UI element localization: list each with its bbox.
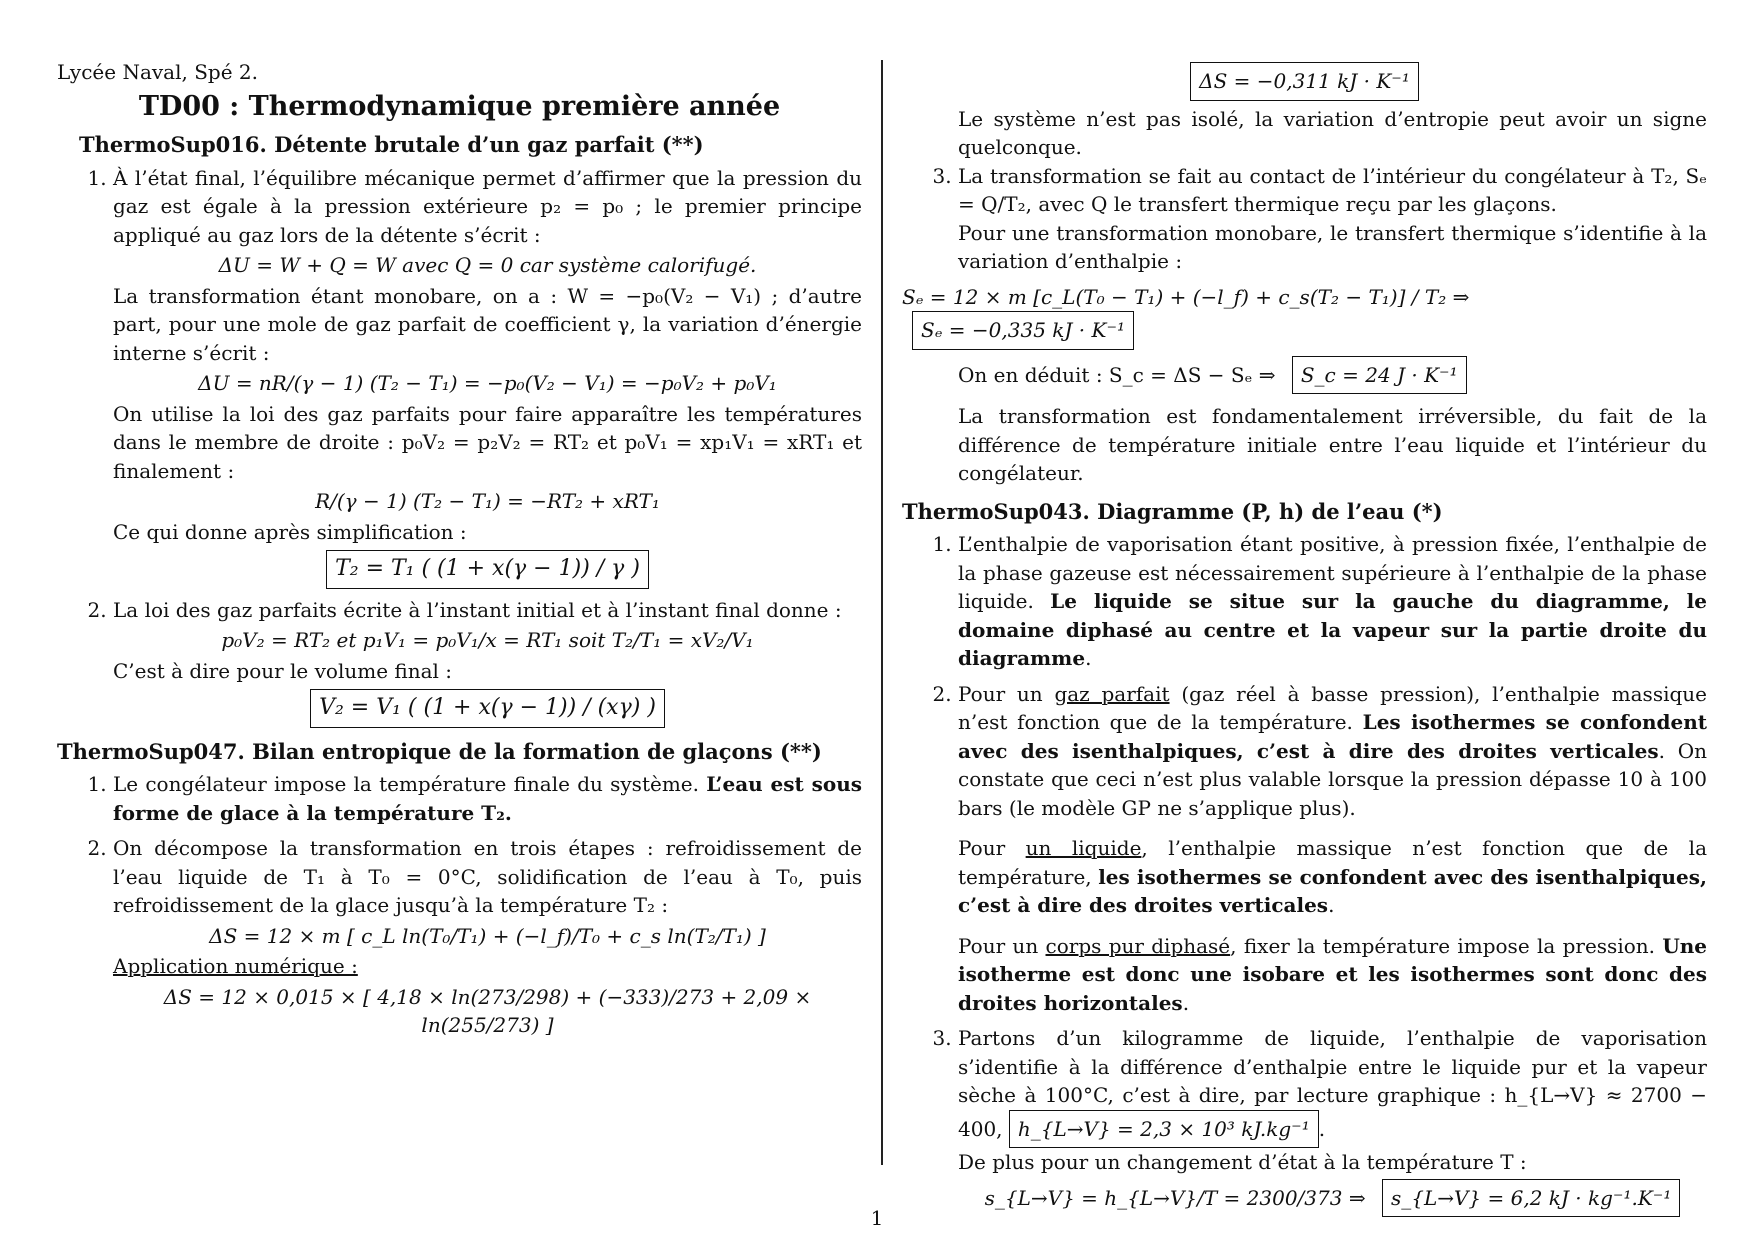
- equation: ΔS = 12 × m [ c_L ln(T₀/T₁) + (−l_f)/T₀ + c_s ln(T₂/T₁) ]: [209, 923, 766, 948]
- result-box: V₂ = V₁ ( (1 + x(γ − 1)) / (xγ) ): [310, 689, 665, 728]
- underlined-text: gaz parfait: [1054, 681, 1170, 706]
- exercise-047-list-cont: [902, 162, 1707, 276]
- text: Pour: [958, 836, 1006, 860]
- exercise-043-list: [902, 530, 1707, 1217]
- equation: ΔS = 12 × 0,015 × [ 4,18 × ln(273/298) + (−333)/273 + 2,09 × ln(255/273) ]: [163, 984, 812, 1037]
- underlined-text: un liquide: [1025, 836, 1142, 860]
- result-box: S_c = 24 J · K⁻¹: [1292, 356, 1467, 395]
- list-item: [113, 770, 862, 827]
- paragraph: 3. La transformation se fait au contact de l’intérieur du congélateur à T₂, Sₑ = Q/T₂, avec Q le transfert thermique reçu par les glaçons.: [958, 163, 1707, 216]
- paragraph: On utilise la loi des gaz parfaits pour faire apparaître les températures dans le membre de droite : p₀V₂ = p₂V₂ = RT₂ et p₀V₁ = xp₁V₁ = xRT₁ et finalement :: [113, 401, 862, 483]
- exercise-title-016: ThermoSup016. Détente brutale d’un gaz parfait (**): [79, 132, 704, 157]
- equation: s_{L→V} = h_{L→V}/T = 2300/373 ⇒: [984, 1185, 1366, 1210]
- text: Le congélateur impose la température finale du système.: [113, 772, 699, 796]
- exercise-016-list: [57, 164, 862, 728]
- bold-text: L’eau est sous forme de glace à la température T₂.: [113, 772, 862, 825]
- paragraph: Pour une transformation monobare, le transfert thermique s’identifie à la variation d’enthalpie :: [958, 220, 1707, 273]
- exercise-047-list: [57, 770, 862, 1040]
- text: Partons d’un kilogramme de liquide, l’enthalpie de vaporisation s’identifie à la différence d’enthalpie entre le liquide pur et la vapeur sèche à 100°C, c’est à dire, par lecture graphique : h_{L→V} ≈ 2700 − 400,: [958, 1026, 1707, 1141]
- bold-text: Le liquide se situe sur la gauche du diagramme, le domaine diphasé au centre et la vapeur sur la partie droite du diagramme: [958, 589, 1707, 670]
- text: On en déduit : S_c = ΔS − Sₑ ⇒: [958, 362, 1276, 387]
- text: On constate que ceci n’est plus valable lorsque la pression dépasse 10 à 100 bars (le modèle GP ne s’applique plus).: [958, 738, 1708, 820]
- paragraph: Application numérique :: [113, 954, 358, 978]
- exercise-title-047: ThermoSup047. Bilan entropique de la formation de glaçons (**): [57, 738, 822, 764]
- result-box: s_{L→V} = 6,2 kJ · kg⁻¹.K⁻¹: [1382, 1179, 1680, 1218]
- paragraph: De plus pour un changement d’état à la température T :: [958, 1150, 1527, 1174]
- text: , l’enthalpie massique n’est fonction que de la température,: [958, 836, 1707, 889]
- result-box: Sₑ = −0,335 kJ · K⁻¹: [912, 311, 1134, 350]
- paragraph: Le système n’est pas isolé, la variation d’entropie peut avoir un signe quelconque.: [958, 106, 1707, 159]
- text: Pour un: [958, 681, 1043, 706]
- text: , fixer la température impose la pression.: [1230, 933, 1655, 958]
- equation: Sₑ = 12 × m [c_L(T₀ − T₁) + (−l_f) + c_s(T₂ − T₁)] / T₂ ⇒: [902, 284, 1470, 309]
- paragraph: 2. On décompose la transformation en trois étapes : refroidissement de l’eau liquide de T₁ à T₀ = 0°C, solidification de l’eau à T₀, puis refroidissement de la glace jusqu’à la température T₂ :: [113, 836, 862, 917]
- underlined-text: corps pur diphasé: [1045, 933, 1231, 958]
- equation: R/(γ − 1) (T₂ − T₁) = −RT₂ + xRT₁: [315, 489, 660, 513]
- text: (gaz réel à basse pression), l’enthalpie massique n’est fonction que de la température.: [958, 681, 1707, 734]
- list-item: [113, 164, 862, 589]
- paragraph: Ce qui donne après simplification :: [113, 519, 467, 544]
- column-divider: [881, 60, 883, 1165]
- result-box: h_{L→V} = 2,3 × 10³ kJ.kg⁻¹: [1009, 1110, 1319, 1149]
- left-column: [57, 58, 862, 1047]
- page-number: 1: [870, 1206, 884, 1230]
- paragraph: La transformation est fondamentalement irréversible, du fait de la différence de température initiale entre l’eau liquide et l’intérieur du congélateur.: [958, 404, 1707, 485]
- text: L’enthalpie de vaporisation étant positive, à pression fixée, l’enthalpie de la phase gazeuse est nécessairement supérieure à l’enthalpie de la phase liquide.: [958, 532, 1707, 613]
- equation: ΔU = nR/(γ − 1) (T₂ − T₁) = −p₀(V₂ − V₁) = −p₀V₂ + p₀V₁: [198, 371, 777, 395]
- list-item: 1. L’enthalpie de vaporisation étant positive, à pression fixée, l’enthalpie de la phase gazeuse est nécessairement supérieure à l’enthalpie de la phase liquide. Le liquide se situe sur la gauche du diagramme, le domaine diphasé au centre et la vapeur sur la partie droite du diagramme.: [958, 530, 1707, 673]
- school-header: Lycée Naval, Spé 2.: [57, 60, 258, 84]
- exercise-title-043: ThermoSup043. Diagramme (P, h) de l’eau (*): [902, 498, 1443, 524]
- paragraph: 2. La loi des gaz parfaits écrite à l’instant initial et à l’instant final donne :: [113, 597, 842, 622]
- bold-text: les isothermes se confondent avec des isenthalpiques, c’est à dire des droites verticales: [958, 864, 1707, 917]
- equation: ΔU = W + Q = W avec Q = 0 car système calorifugé.: [218, 253, 757, 277]
- equation: p₀V₂ = RT₂ et p₁V₁ = p₀V₁/x = RT₁ soit T₂/T₁ = xV₂/V₁: [221, 628, 754, 652]
- text: Pour un: [958, 933, 1039, 958]
- result-box: T₂ = T₁ ( (1 + x(γ − 1)) / γ ): [326, 550, 649, 589]
- list-item: [958, 162, 1707, 276]
- right-column: [902, 58, 1707, 1224]
- list-item: 3. Partons d’un kilogramme de liquide, l’enthalpie de vaporisation s’identifie à la différence d’enthalpie entre le liquide pur et la vapeur sèche à 100°C, c’est à dire, par lecture graphique : h_{L→V} ≈ 2700 − 400, h_{L→V} = 2,3 × 10³ kJ.kg⁻¹ . De plus pour un changement d’état à la température T : s_{L→V} = h_{L→V}/T = 2300/373 ⇒ s_{L→V} = 6,2 kJ · kg⁻¹.K⁻¹: [958, 1024, 1707, 1217]
- bold-text: Une isotherme est donc une isobare et les isothermes sont donc des droites horizontales: [958, 933, 1708, 1015]
- list-item: 2. Pour un gaz parfait (gaz réel à basse pression), l’enthalpie massique n’est fonction que de la température. Les isothermes se confondent avec des isenthalpiques, c’est à dire des droites verticales. On constate que ceci n’est plus valable lorsque la pression dépasse 10 à 100 bars (le modèle GP ne s’applique plus). Pour un liquide, l’enthalpie massique n’est fonction que de la température, les isothermes se confondent avec des isenthalpiques, c’est à dire des droites verticales. Pour un corps pur diphasé, fixer la température impose la pression. Une isotherme est donc une isobare et les isothermes sont donc des droites horizontales.: [958, 680, 1707, 1018]
- paragraph: 1. À l’état final, l’équilibre mécanique permet d’affirmer que la pression du gaz est égale à la pression extérieure p₂ = p₀ ; le premier principe appliqué au gaz lors de la détente s’écrit :: [113, 165, 862, 247]
- bold-text: Les isothermes se confondent avec des isenthalpiques, c’est à dire des droites verticales: [958, 710, 1708, 763]
- paragraph: La transformation étant monobare, on a : W = −p₀(V₂ − V₁) ; d’autre part, pour une mole de gaz parfait de coefficient γ, la variation d’énergie interne s’écrit :: [113, 283, 862, 365]
- page-title: TD00 : Thermodynamique première année: [138, 90, 781, 122]
- result-box: ΔS = −0,311 kJ · K⁻¹: [1190, 62, 1419, 101]
- paragraph: C’est à dire pour le volume final :: [113, 658, 453, 683]
- list-item: [113, 834, 862, 1040]
- list-item: [113, 596, 862, 728]
